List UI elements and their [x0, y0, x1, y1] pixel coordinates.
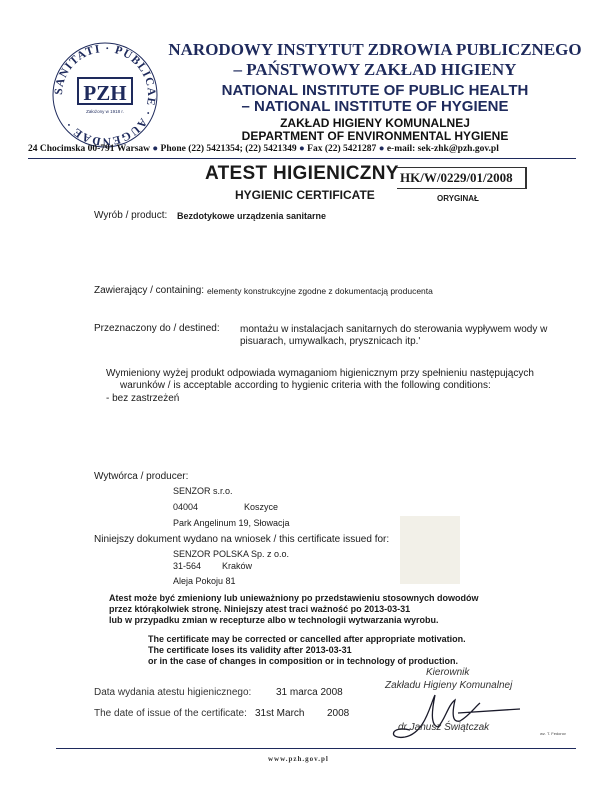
- contact-fax: Fax (22) 5421287: [307, 144, 377, 154]
- footer-website[interactable]: www.pzh.gov.pl: [268, 755, 329, 763]
- issue-date-en-day: 31st March: [255, 708, 305, 719]
- seal-ring-text: SANITATI · PUBLICAE · AUGENDAE ·: [52, 42, 158, 148]
- signature-name: dr Janusz Świątczak: [398, 722, 490, 733]
- validity-en-text: The certificate loses its validity after: [148, 645, 304, 655]
- contact-email: e-mail: sek-zhk@pzh.gov.pl: [386, 144, 499, 154]
- institute-name-pl: NARODOWY INSTYTUT ZDROWIA PUBLICZNEGO: [168, 40, 582, 59]
- issue-date-pl: 31 marca 2008: [276, 687, 343, 698]
- signature-tiny-note: wz. T. Fedorov: [540, 731, 566, 736]
- product-label: Wyrób / product:: [94, 210, 168, 221]
- institute-name-en: NATIONAL INSTITUTE OF PUBLIC HEALTH: [221, 82, 529, 99]
- applicant-city: Kraków: [222, 561, 253, 571]
- issue-label-pl: Data wydania atestu higienicznego:: [94, 687, 252, 698]
- validity-pl-date: 2013-03-31: [364, 604, 411, 614]
- footer-divider: [56, 748, 576, 749]
- department-en: DEPARTMENT OF ENVIRONMENTAL HYGIENE: [241, 129, 509, 143]
- signature-department: Zakładu Higieny Komunalnej: [385, 680, 513, 691]
- applicant-street: Aleja Pokoju 81: [173, 576, 236, 586]
- containing-value: elementy konstrukcyjne zgodne z dokumentacją producenta: [207, 286, 433, 296]
- applicant-label: Niniejszy dokument wydano na wniosek / this certificate issued for:: [94, 534, 390, 545]
- watermark-stamp: [400, 516, 460, 584]
- validity-pl-line2: [109, 604, 410, 614]
- producer-label: Wytwórca / producer:: [94, 471, 189, 482]
- issue-label-en: The date of issue of the certificate:: [94, 708, 247, 719]
- conditions-line2: warunków / is acceptable according to hygienic criteria with the following conditions:: [120, 380, 491, 391]
- institute-name-pl-2: – PAŃSTWOWY ZAKŁAD HIGIENY: [233, 60, 517, 79]
- handwritten-signature: [380, 685, 530, 745]
- bullet-icon: ●: [378, 144, 385, 154]
- validity-en-line1: The certificate may be corrected or cancelled after appropriate motivation.: [148, 634, 466, 644]
- validity-en-line3: or in the case of changes in composition or in technology of production.: [148, 656, 459, 666]
- validity-en-line2: [148, 645, 352, 655]
- producer-postcode: 04004: [173, 502, 199, 512]
- certificate-title-en: HYGIENIC CERTIFICATE: [235, 188, 375, 202]
- header-divider: [28, 158, 576, 159]
- validity-pl-text: przez którąkolwiek stronę. Niniejszy atest traci ważność po: [109, 604, 362, 614]
- producer-street: Park Angelinum 19, Słowacja: [173, 518, 290, 528]
- issue-date-en-year: 2008: [327, 708, 350, 719]
- bullet-icon: ●: [299, 144, 305, 154]
- signature-role: Kierownik: [426, 667, 470, 678]
- validity-pl-line1: Atest może być zmieniony lub unieważniony po przedstawieniu stosownych dowodów: [109, 593, 479, 603]
- seal-logo-text: PZH: [83, 81, 127, 105]
- original-label: ORYGINAŁ: [437, 194, 479, 203]
- validity-en-date: 2013-03-31: [305, 645, 352, 655]
- destined-value-line2: pisuarach, umywalkach, prysznicach itp.': [240, 336, 421, 347]
- contact-phone: Phone (22) 5421354; (22) 5421349: [160, 144, 297, 154]
- applicant-name: SENZOR POLSKA Sp. z o.o.: [173, 549, 290, 559]
- institute-seal: [50, 40, 160, 150]
- seal-founded: Założony w 1918 r.: [86, 109, 124, 114]
- contact-address: 24 Chocimska 00-791 Warsaw: [28, 144, 151, 154]
- destined-label: Przeznaczony do / destined:: [94, 323, 220, 334]
- department-pl: ZAKŁAD HIGIENY KOMUNALNEJ: [280, 116, 470, 130]
- destined-value-line1: montażu w instalacjach sanitarnych do sterowania wypływem wody w: [240, 324, 548, 335]
- containing-label: Zawierający / containing:: [94, 285, 205, 296]
- applicant-postcode: 31-564: [173, 561, 202, 571]
- conditions-line1: Wymieniony wyżej produkt odpowiada wymaganiom higienicznym przy spełnieniu następujących: [106, 368, 534, 379]
- conditions-item: - bez zastrzeżeń: [106, 393, 180, 404]
- product-value: Bezdotykowe urządzenia sanitarne: [177, 211, 327, 221]
- validity-pl-line3: lub w przypadku zmian w recepturze albo w technologii wytwarzania wyrobu.: [109, 615, 439, 625]
- contact-line: [28, 144, 499, 154]
- institute-name-en-2: – NATIONAL INSTITUTE OF HYGIENE: [241, 98, 509, 115]
- bullet-icon: ●: [152, 144, 159, 154]
- certificate-number: HK/W/0229/01/2008: [397, 167, 527, 189]
- producer-city: Koszyce: [244, 502, 279, 512]
- producer-name: SENZOR s.r.o.: [173, 486, 233, 496]
- certificate-title-pl: ATEST HIGIENICZNY: [205, 163, 399, 184]
